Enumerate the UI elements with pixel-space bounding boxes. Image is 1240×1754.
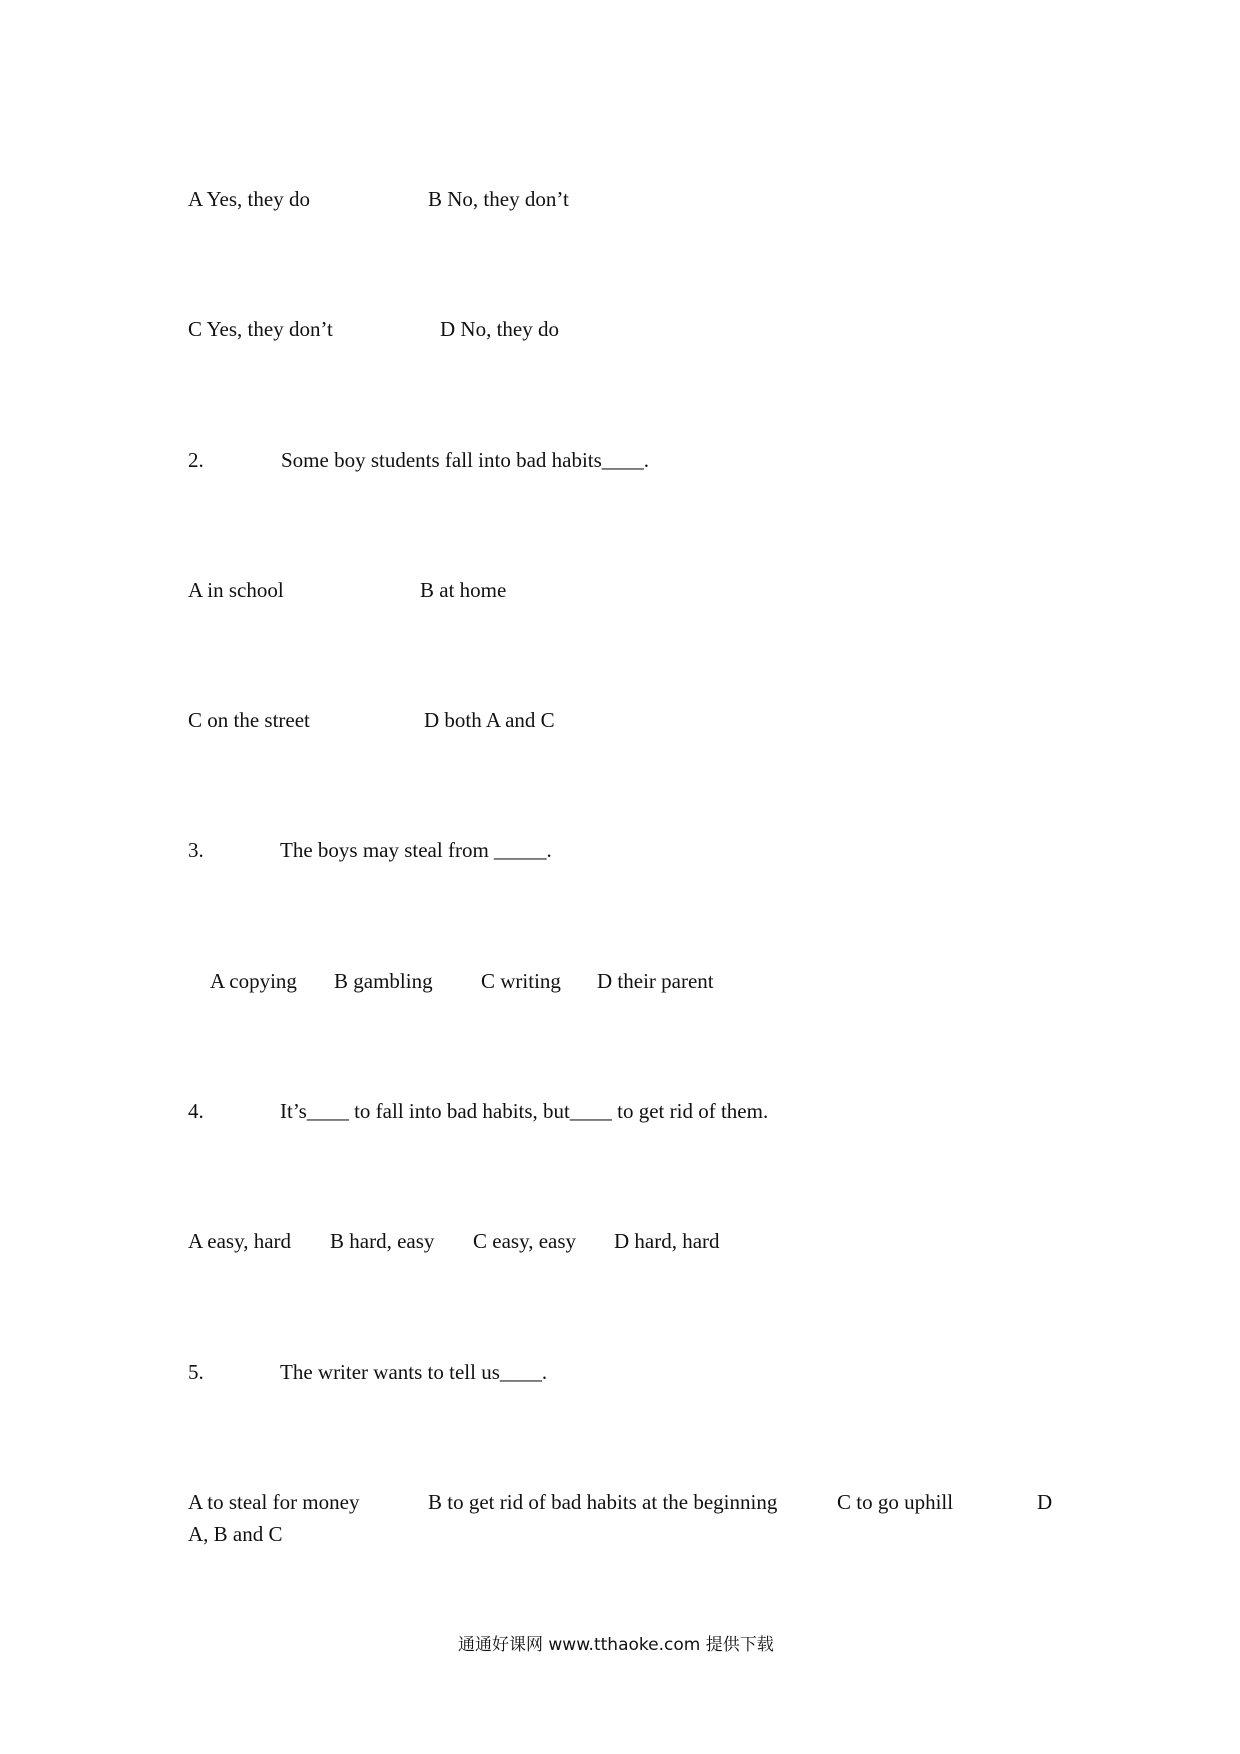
q5-option-a: A to steal for money [188, 1490, 360, 1514]
q5-option-c: C to go uphill [837, 1490, 954, 1514]
q2-stem: Some boy students fall into bad habits____. [281, 448, 650, 472]
q5-option-d-text: A, B and C [188, 1522, 283, 1546]
q1-option-d: D No, they do [440, 317, 559, 341]
q5-option-d-letter: D [1037, 1490, 1053, 1514]
q3-option-a: A copying [210, 969, 297, 993]
q4-option-b: B hard, easy [330, 1229, 435, 1253]
q3-option-b: B gambling [334, 969, 433, 993]
q2-option-c: C on the street [188, 708, 310, 732]
q5-option-b: B to get rid of bad habits at the beginning [428, 1490, 778, 1514]
q4-option-c: C easy, easy [473, 1229, 577, 1253]
q4-option-d: D hard, hard [614, 1229, 720, 1253]
q4-stem: It’s____ to fall into bad habits, but____ to get rid of them. [280, 1099, 769, 1123]
q1-option-c: C Yes, they don’t [188, 317, 333, 341]
q5-stem: The writer wants to tell us____. [280, 1360, 548, 1384]
q3-stem: The boys may steal from _____. [280, 838, 552, 862]
q3-option-c: C writing [481, 969, 561, 993]
q4-number: 4. [188, 1099, 204, 1123]
q2-option-d: D both A and C [424, 708, 555, 732]
q1-option-a: A Yes, they do [188, 187, 310, 211]
q3-number: 3. [188, 838, 204, 862]
q2-option-a: A in school [188, 578, 284, 602]
q2-option-b: B at home [420, 578, 507, 602]
q2-number: 2. [188, 448, 204, 472]
q4-option-a: A easy, hard [188, 1229, 292, 1253]
q3-option-d: D their parent [597, 969, 714, 993]
q1-option-b: B No, they don’t [428, 187, 569, 211]
footer-source: 通通好课网 www.tthaoke.com 提供下载 [458, 1635, 774, 1655]
q5-number: 5. [188, 1360, 204, 1384]
